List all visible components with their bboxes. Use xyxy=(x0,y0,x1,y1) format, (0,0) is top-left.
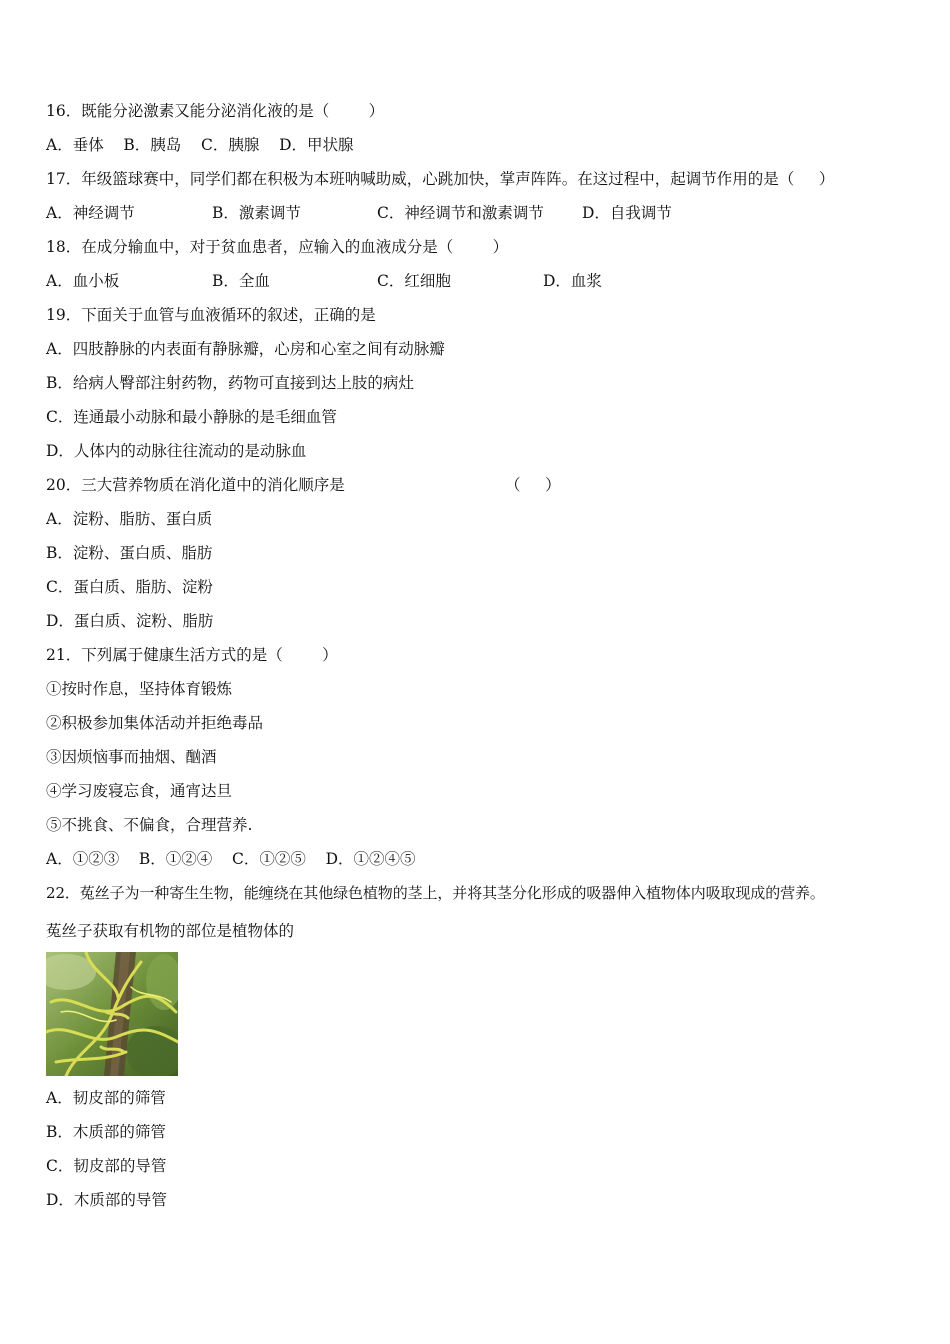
question-21-statement-3: ③因烦恼事而抽烟、酗酒 xyxy=(46,748,217,766)
question-21-statement-2: ②积极参加集体活动并拒绝毒品 xyxy=(46,714,264,732)
question-21-stem: 21．下列属于健康生活方式的是（ ） xyxy=(46,646,338,664)
question-20-option-a: A．淀粉、脂肪、蛋白质 xyxy=(46,510,213,528)
question-21-statement-5: ⑤不挑食、不偏食，合理营养. xyxy=(46,816,253,834)
question-21-statement-1: ①按时作息，坚持体育锻炼 xyxy=(46,680,233,698)
option-a: A．血小板 xyxy=(46,272,120,290)
question-22-option-b: B．木质部的筛管 xyxy=(46,1123,166,1141)
dodder-plant-photo xyxy=(46,952,178,1076)
question-20-option-d: D．蛋白质、淀粉、脂肪 xyxy=(46,612,214,630)
question-22-option-a: A．韧皮部的筛管 xyxy=(46,1089,166,1107)
question-19-option-c: C．连通最小动脉和最小静脉的是毛细血管 xyxy=(46,408,337,426)
option-c: C．红细胞 xyxy=(377,272,451,290)
question-22-stem-continued: 菟丝子获取有机物的部位是植物体的 xyxy=(46,922,295,940)
question-22-stem: 22．菟丝子为一种寄生生物，能缠绕在其他绿色植物的茎上，并将其茎分化形成的吸器伸入植物体内吸取现成的营养。 xyxy=(46,884,825,902)
question-17-stem: 17．年级篮球赛中，同学们都在积极为本班呐喊助威，心跳加快，掌声阵阵。在这过程中，起调节作用的是（ ） xyxy=(46,170,835,188)
question-19-stem: 19．下面关于血管与血液循环的叙述，正确的是 xyxy=(46,306,376,324)
question-19-option-b: B．给病人臀部注射药物，药物可直接到达上肢的病灶 xyxy=(46,374,414,392)
option-d: D．自我调节 xyxy=(582,204,672,222)
question-22-option-c: C．韧皮部的导管 xyxy=(46,1157,167,1175)
question-19-option-a: A．四肢静脉的内表面有静脉瓣，心房和心室之间有动脉瓣 xyxy=(46,340,445,358)
option-b: B．激素调节 xyxy=(212,204,301,222)
question-16-options: A．垂体 B．胰岛 C．胰腺 D．甲状腺 xyxy=(46,136,354,154)
question-20-stem: 20．三大营养物质在消化道中的消化顺序是 xyxy=(46,476,345,494)
question-22-option-d: D．木质部的导管 xyxy=(46,1191,167,1209)
option-d: D．血浆 xyxy=(543,272,602,290)
question-21-options: A．①②③ B．①②④ C．①②⑤ D．①②④⑤ xyxy=(46,850,416,868)
question-17-options xyxy=(46,203,746,223)
question-16-stem: 16．既能分泌激素又能分泌消化液的是（ ） xyxy=(46,102,385,120)
question-20-option-c: C．蛋白质、脂肪、淀粉 xyxy=(46,578,213,596)
question-18-stem: 18．在成分输血中，对于贫血患者，应输入的血液成分是（ ） xyxy=(46,238,509,256)
question-20-answer-paren: （ ） xyxy=(505,476,561,494)
question-20-option-b: B．淀粉、蛋白质、脂肪 xyxy=(46,544,213,562)
question-18-options xyxy=(46,271,746,291)
option-a: A．神经调节 xyxy=(46,204,135,222)
question-21-statement-4: ④学习废寝忘食，通宵达旦 xyxy=(46,782,233,800)
option-b: B．全血 xyxy=(212,272,270,290)
option-c: C．神经调节和激素调节 xyxy=(377,204,544,222)
question-19-option-d: D．人体内的动脉往往流动的是动脉血 xyxy=(46,442,307,460)
